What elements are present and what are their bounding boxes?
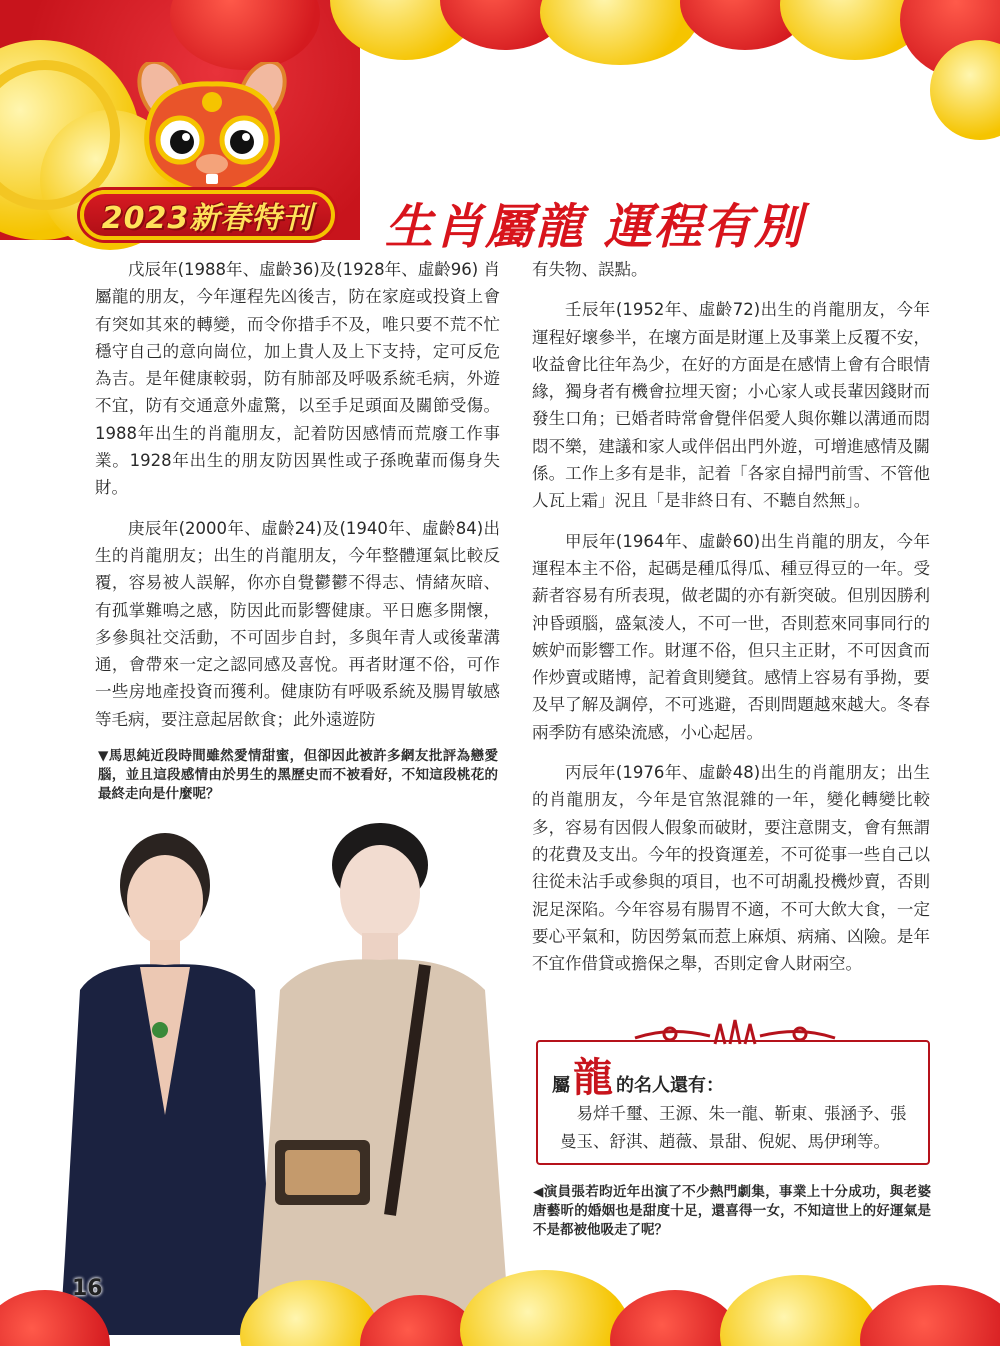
celebrity-heading-suffix: 的名人還有： (616, 1075, 724, 1096)
paragraph-continuation: 有失物、誤點。 (532, 260, 648, 279)
right-column (532, 256, 930, 977)
left-column (95, 256, 500, 733)
paragraph-wuchen: 戊辰年(1988年、虛齡36)及(1928年、虛齡96) 肖屬龍的朋友，今年運程先凶後吉，防在家庭或投資上會有突如其來的轉變，而令你措手不及，唯只要不荒不忙穩守自己的意向崗位，加上貴人及上下支持，定可反危為吉。是年健康較弱，防有肺部及呼吸系統毛病，外遊不宜，防有交通意外虛驚，以至手足頭面及關節受傷。1988年出生的肖龍朋友，記着防因感情而荒廢工作事業。1928年出生的朋友防因異性或子孫晚輩而傷身失財。 (95, 260, 500, 498)
celebrity-names: 易烊千璽、王源、朱一龍、靳東、張涵予、張曼玉、舒淇、趙薇、景甜、倪妮、馬伊琍等。 (560, 1104, 907, 1151)
cloud-yellow (540, 0, 700, 65)
footer-decoration (0, 1250, 1000, 1346)
paragraph-bingchen: 丙辰年(1976年、虛齡48)出生的肖龍朋友；出生的肖龍朋友，今年是官煞混雜的一年，變化轉變比較多，容易有因假人假象而破財，要注意開支，會有無謂的花費及支出。今年的投資運差，不可從事一些自己以往從未沾手或參與的項目，也不可胡亂投機炒賣，否則泥足深陷。今年容易有腸胃不適，不可大飲大食，一定要心平氣和，防因勞氣而惹上麻煩、病痛、凶險。是年不宜作借貸或擔保之舉，否則定會人財兩空。 (532, 763, 930, 974)
paragraph-renchen: 壬辰年(1952年、虛齡72)出生的肖龍朋友，今年運程好壞參半，在壞方面是財運上及事業上反覆不安，收益會比往年為少，在好的方面是在感情上會有合眼情緣，獨身者有機會拉埋天窗；小心家人或長輩因錢財而發生口角；已婚者時常會覺伴侶愛人與你難以溝通而悶悶不樂，建議和家人或伴侶出門外遊，可增進感情及關係。工作上多有是非，記着「各家自掃門前雪、不管他人瓦上霜」況且「是非終日有、不聽自然無」。 (532, 300, 930, 511)
ornament-icon (630, 1016, 840, 1056)
lion-head-icon (132, 62, 292, 202)
paragraph-jiachen: 甲辰年(1964年、虛齡60)出生肖龍的朋友，今年運程本主不俗，起碼是種瓜得瓜、種豆得豆的一年。受薪者容易有所表現，做老闆的亦有新突破。但別因勝利沖昏頭腦，盛氣淩人，不可一世，否則惹來同事同行的嫉妒而影響工作。財運不俗，但只主正財，不可因貪而作炒賣或賭博，記着貪則變貧。感情上容易有爭拗，要及早了解及調停，不可逃避，否則問題越來越大。冬春兩季防有感染流感，小心起居。 (532, 531, 930, 742)
celebrity-heading (552, 1054, 724, 1101)
page-title: 生肖屬龍 運程有別 (385, 199, 804, 255)
photo-caption-right: ◀演員張若昀近年出演了不少熱門劇集，事業上十分成功，與老婆唐藝昕的婚姻也是甜度十足，還喜得一女，不知這世上的好運氣是不是都被他吸走了呢？ (533, 1184, 931, 1238)
paragraph-gengchen: 庚辰年(2000年、虛齡24)及(1940年、虛齡84)出生的肖龍朋友；出生的肖龍朋友，今年整體運氣比較反覆，容易被人誤解，你亦自覺鬱鬱不得志、情緒灰暗、有孤掌難鳴之感，防因此而影響健康。平日應多開懷，多參與社交活動，不可固步自封，多與年青人或後輩溝通，會帶來一定之認同感及喜悅。再者財運不俗，可作一些房地產投資而獲利。健康防有呼吸系統及腸胃敏感等毛病，要注意起居飲食；此外遠遊防 (95, 518, 500, 729)
page-number: 16 (72, 1276, 103, 1301)
dragon-character: 龍 (573, 1054, 613, 1101)
cloud-yellow (720, 1275, 880, 1346)
cloud-yellow (460, 1270, 630, 1346)
issue-badge-text: 2023新春特刊 (101, 201, 314, 236)
cloud-yellow (240, 1280, 380, 1346)
celebrity-heading-prefix: 屬 (552, 1075, 570, 1096)
cloud-red (860, 1285, 1000, 1346)
issue-badge (80, 190, 335, 240)
photo-caption-left: ▼馬思純近段時間雖然愛情甜蜜，但卻因此被許多網友批評為戀愛腦，並且這段感情由於男生的黑歷史而不被看好，不知這段桃花的最終走向是什麼呢？ (98, 748, 498, 802)
